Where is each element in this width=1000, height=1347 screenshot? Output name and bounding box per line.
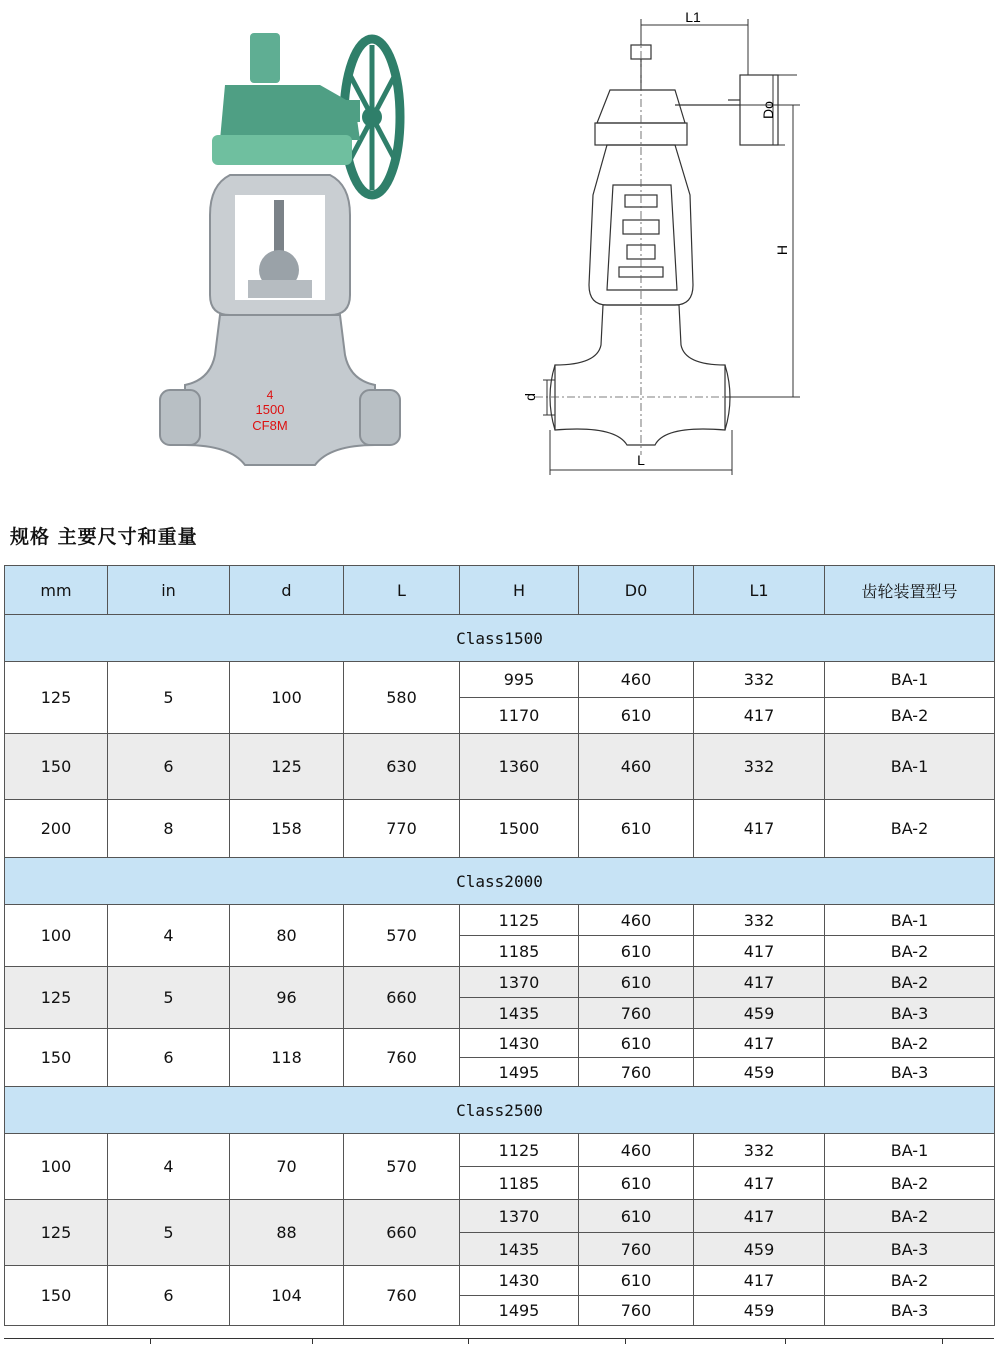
- marking-material: CF8M: [252, 418, 288, 433]
- cell-d: 96: [230, 967, 344, 1029]
- cell-gear-model: BA-1: [825, 662, 995, 698]
- cell-l: 630: [344, 734, 460, 800]
- cell-in: 5: [108, 662, 230, 734]
- cell-h: 1185: [460, 1167, 579, 1200]
- cell-gear-model: BA-3: [825, 998, 995, 1029]
- section-title: 规格 主要尺寸和重量: [10, 526, 198, 548]
- dim-label-l1: L1: [685, 9, 701, 25]
- cell-mm: 100: [5, 905, 108, 967]
- cell-d0: 610: [579, 936, 694, 967]
- cell-l: 770: [344, 800, 460, 858]
- header-d: d: [230, 566, 344, 615]
- cell-d0: 460: [579, 662, 694, 698]
- footer-rule: [4, 1338, 994, 1340]
- footer-tick: [785, 1338, 786, 1344]
- cell-d0: 610: [579, 698, 694, 734]
- cell-in: 5: [108, 1200, 230, 1266]
- cell-in: 5: [108, 967, 230, 1029]
- class-label: Class2500: [5, 1087, 995, 1134]
- cell-d0: 610: [579, 967, 694, 998]
- cell-mm: 150: [5, 734, 108, 800]
- cell-l1: 459: [694, 1058, 825, 1087]
- cell-h: 1435: [460, 998, 579, 1029]
- cell-gear-model: BA-3: [825, 1296, 995, 1326]
- cell-in: 4: [108, 905, 230, 967]
- cell-l1: 417: [694, 1200, 825, 1233]
- table-row: [5, 1134, 995, 1167]
- valve-photo: [150, 25, 440, 475]
- cell-mm: 200: [5, 800, 108, 858]
- cell-h: 1495: [460, 1058, 579, 1087]
- cell-gear-model: BA-3: [825, 1058, 995, 1087]
- header-h: H: [460, 566, 579, 615]
- cell-l: 760: [344, 1029, 460, 1087]
- cell-d0: 610: [579, 1266, 694, 1296]
- cell-d: 158: [230, 800, 344, 858]
- table-row: [5, 1266, 995, 1296]
- cell-d: 88: [230, 1200, 344, 1266]
- cell-d0: 460: [579, 1134, 694, 1167]
- cell-d: 104: [230, 1266, 344, 1326]
- cell-gear-model: BA-1: [825, 1134, 995, 1167]
- cell-l1: 332: [694, 662, 825, 698]
- header-mm: mm: [5, 566, 108, 615]
- cell-h: 1370: [460, 1200, 579, 1233]
- cell-l1: 459: [694, 998, 825, 1029]
- class-row: [5, 615, 995, 662]
- dim-label-d: d: [522, 393, 538, 401]
- header-in: in: [108, 566, 230, 615]
- cell-h: 1435: [460, 1233, 579, 1266]
- cell-gear-model: BA-2: [825, 1167, 995, 1200]
- cell-l1: 332: [694, 905, 825, 936]
- cell-gear-model: BA-1: [825, 905, 995, 936]
- cell-l: 570: [344, 905, 460, 967]
- table-row: [5, 1200, 995, 1233]
- cell-h: 1125: [460, 905, 579, 936]
- cell-l1: 417: [694, 1167, 825, 1200]
- header-l: L: [344, 566, 460, 615]
- cell-gear-model: BA-2: [825, 698, 995, 734]
- cell-l1: 332: [694, 1134, 825, 1167]
- cell-l1: 332: [694, 734, 825, 800]
- cell-h: 995: [460, 662, 579, 698]
- cell-gear-model: BA-2: [825, 936, 995, 967]
- cell-h: 1500: [460, 800, 579, 858]
- class-label: Class1500: [5, 615, 995, 662]
- cell-l1: 459: [694, 1233, 825, 1266]
- cell-gear-model: BA-2: [825, 1029, 995, 1058]
- cell-d0: 760: [579, 1058, 694, 1087]
- footer-tick: [942, 1338, 943, 1344]
- dim-label-h: H: [774, 244, 790, 256]
- cell-mm: 125: [5, 967, 108, 1029]
- footer-tick: [150, 1338, 151, 1344]
- cell-h: 1495: [460, 1296, 579, 1326]
- dim-label-do: Do: [760, 101, 776, 119]
- dimension-drawing: [515, 5, 815, 485]
- cell-l1: 459: [694, 1296, 825, 1326]
- cell-l: 570: [344, 1134, 460, 1200]
- cell-l: 760: [344, 1266, 460, 1326]
- cell-l: 660: [344, 967, 460, 1029]
- cell-h: 1125: [460, 1134, 579, 1167]
- cell-d0: 760: [579, 998, 694, 1029]
- cell-d0: 610: [579, 1200, 694, 1233]
- cell-d0: 760: [579, 1233, 694, 1266]
- cell-l1: 417: [694, 1029, 825, 1058]
- cell-gear-model: BA-2: [825, 1266, 995, 1296]
- cell-l1: 417: [694, 698, 825, 734]
- cell-d0: 460: [579, 905, 694, 936]
- cell-h: 1185: [460, 936, 579, 967]
- footer-tick: [312, 1338, 313, 1344]
- cell-h: 1370: [460, 967, 579, 998]
- marking-class: 1500: [255, 402, 285, 417]
- cell-d: 80: [230, 905, 344, 967]
- cell-h: 1430: [460, 1029, 579, 1058]
- table-header-row: [5, 566, 995, 615]
- table-row: [5, 967, 995, 998]
- cell-in: 6: [108, 1029, 230, 1087]
- marking-size: 4: [266, 388, 274, 402]
- cell-mm: 125: [5, 1200, 108, 1266]
- cell-d0: 460: [579, 734, 694, 800]
- cell-mm: 150: [5, 1029, 108, 1087]
- table-row: [5, 662, 995, 698]
- cell-d: 100: [230, 662, 344, 734]
- cell-h: 1170: [460, 698, 579, 734]
- cell-d0: 610: [579, 1029, 694, 1058]
- cell-mm: 125: [5, 662, 108, 734]
- cell-d0: 610: [579, 800, 694, 858]
- class-label: Class2000: [5, 858, 995, 905]
- header-l1: L1: [694, 566, 825, 615]
- cell-in: 6: [108, 734, 230, 800]
- cell-l: 580: [344, 662, 460, 734]
- header-d0: D0: [579, 566, 694, 615]
- cell-in: 4: [108, 1134, 230, 1200]
- cell-d: 70: [230, 1134, 344, 1200]
- cell-d: 125: [230, 734, 344, 800]
- cell-mm: 100: [5, 1134, 108, 1200]
- class-row: [5, 858, 995, 905]
- header-gear-model: 齿轮装置型号: [825, 566, 995, 615]
- cell-l: 660: [344, 1200, 460, 1266]
- cell-gear-model: BA-2: [825, 1200, 995, 1233]
- cell-in: 6: [108, 1266, 230, 1326]
- cell-d: 118: [230, 1029, 344, 1087]
- cell-gear-model: BA-3: [825, 1233, 995, 1266]
- cell-gear-model: BA-2: [825, 800, 995, 858]
- cell-gear-model: BA-1: [825, 734, 995, 800]
- class-row: [5, 1087, 995, 1134]
- table-row: [5, 800, 995, 858]
- cell-h: 1360: [460, 734, 579, 800]
- cell-l1: 417: [694, 800, 825, 858]
- spec-table: [4, 565, 995, 1326]
- cell-d0: 760: [579, 1296, 694, 1326]
- table-row: [5, 1029, 995, 1058]
- cell-l1: 417: [694, 967, 825, 998]
- footer-tick: [468, 1338, 469, 1344]
- cell-d0: 610: [579, 1167, 694, 1200]
- cell-in: 8: [108, 800, 230, 858]
- footer-tick: [625, 1338, 626, 1344]
- cell-gear-model: BA-2: [825, 967, 995, 998]
- table-row: [5, 734, 995, 800]
- dim-label-l: L: [637, 452, 645, 468]
- cell-l1: 417: [694, 1266, 825, 1296]
- cell-h: 1430: [460, 1266, 579, 1296]
- table-row: [5, 905, 995, 936]
- cell-l1: 417: [694, 936, 825, 967]
- cell-mm: 150: [5, 1266, 108, 1326]
